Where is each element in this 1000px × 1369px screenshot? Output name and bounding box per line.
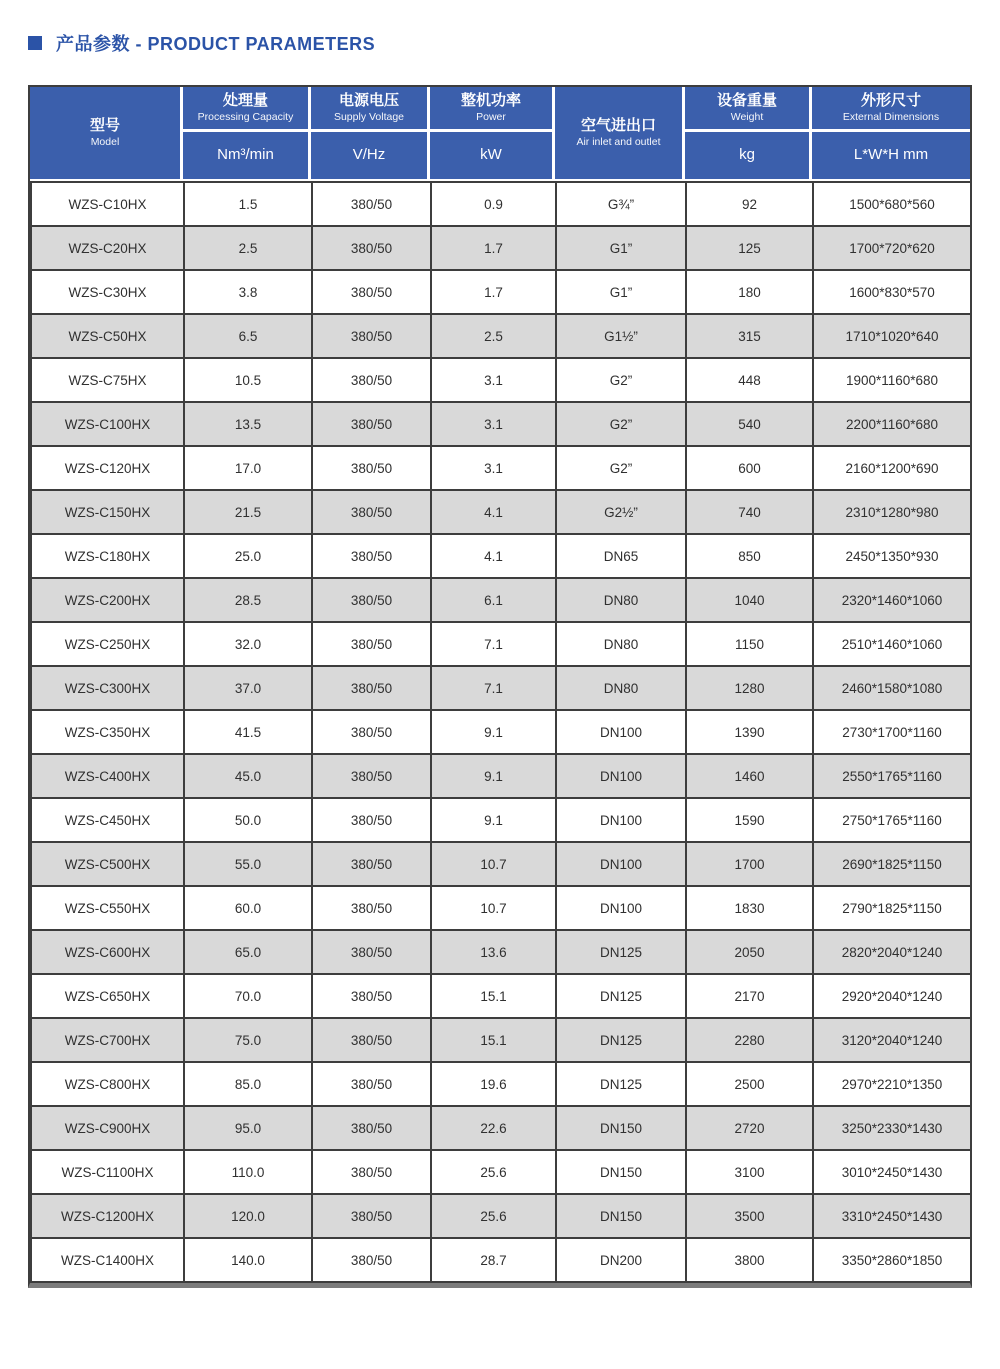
value-cell: DN100 <box>556 754 686 798</box>
table-body-table <box>30 181 972 1283</box>
header-weight-unit: kg <box>685 132 809 179</box>
value-cell: 0.9 <box>431 182 556 226</box>
model-cell: WZS-C600HX <box>31 930 184 974</box>
value-cell: 2550*1765*1160 <box>813 754 971 798</box>
model-cell: WZS-C500HX <box>31 842 184 886</box>
value-cell: 15.1 <box>431 1018 556 1062</box>
model-cell: WZS-C650HX <box>31 974 184 1018</box>
value-cell: 1150 <box>686 622 813 666</box>
table-row <box>31 930 971 974</box>
value-cell: 380/50 <box>312 930 431 974</box>
header-dimensions-unit: L*W*H mm <box>812 132 970 179</box>
value-cell: 1040 <box>686 578 813 622</box>
value-cell: 120.0 <box>184 1194 312 1238</box>
value-cell: G¾” <box>556 182 686 226</box>
value-cell: 92 <box>686 182 813 226</box>
value-cell: 10.5 <box>184 358 312 402</box>
value-cell: DN150 <box>556 1106 686 1150</box>
header-dimensions-cn: 外形尺寸 <box>860 91 921 109</box>
header-capacity-cn: 处理量 <box>222 91 268 109</box>
value-cell: 2510*1460*1060 <box>813 622 971 666</box>
header-capacity <box>183 87 308 129</box>
value-cell: 9.1 <box>431 710 556 754</box>
value-cell: 1.7 <box>431 270 556 314</box>
value-cell: 448 <box>686 358 813 402</box>
model-cell: WZS-C1200HX <box>31 1194 184 1238</box>
value-cell: 95.0 <box>184 1106 312 1150</box>
table-row <box>31 314 971 358</box>
model-cell: WZS-C350HX <box>31 710 184 754</box>
value-cell: 3800 <box>686 1238 813 1282</box>
value-cell: 41.5 <box>184 710 312 754</box>
value-cell: 380/50 <box>312 754 431 798</box>
table-row <box>31 798 971 842</box>
model-cell: WZS-C100HX <box>31 402 184 446</box>
value-cell: 2790*1825*1150 <box>813 886 971 930</box>
model-cell: WZS-C250HX <box>31 622 184 666</box>
value-cell: 2820*2040*1240 <box>813 930 971 974</box>
value-cell: 3.1 <box>431 446 556 490</box>
value-cell: 2720 <box>686 1106 813 1150</box>
model-cell: WZS-C20HX <box>31 226 184 270</box>
header-air-cn: 空气进出口 <box>580 116 656 134</box>
value-cell: 25.0 <box>184 534 312 578</box>
header-weight-cn: 设备重量 <box>716 91 777 109</box>
value-cell: 2920*2040*1240 <box>813 974 971 1018</box>
value-cell: DN125 <box>556 974 686 1018</box>
header-model-en: Model <box>90 136 120 149</box>
value-cell: 380/50 <box>312 1238 431 1282</box>
value-cell: 21.5 <box>184 490 312 534</box>
value-cell: 19.6 <box>431 1062 556 1106</box>
value-cell: 3.8 <box>184 270 312 314</box>
value-cell: 2690*1825*1150 <box>813 842 971 886</box>
value-cell: G2” <box>556 402 686 446</box>
value-cell: 10.7 <box>431 886 556 930</box>
value-cell: 3500 <box>686 1194 813 1238</box>
value-cell: DN200 <box>556 1238 686 1282</box>
value-cell: 45.0 <box>184 754 312 798</box>
model-cell: WZS-C700HX <box>31 1018 184 1062</box>
value-cell: 1700 <box>686 842 813 886</box>
model-cell: WZS-C900HX <box>31 1106 184 1150</box>
value-cell: 380/50 <box>312 182 431 226</box>
value-cell: 2160*1200*690 <box>813 446 971 490</box>
value-cell: 4.1 <box>431 490 556 534</box>
value-cell: 380/50 <box>312 886 431 930</box>
value-cell: 25.6 <box>431 1150 556 1194</box>
header-air <box>555 87 682 179</box>
value-cell: 380/50 <box>312 710 431 754</box>
value-cell: DN100 <box>556 710 686 754</box>
value-cell: 380/50 <box>312 226 431 270</box>
value-cell: 380/50 <box>312 1194 431 1238</box>
value-cell: 85.0 <box>184 1062 312 1106</box>
value-cell: DN80 <box>556 578 686 622</box>
table-row <box>31 182 971 226</box>
value-cell: DN125 <box>556 1018 686 1062</box>
value-cell: 380/50 <box>312 798 431 842</box>
model-cell: WZS-C30HX <box>31 270 184 314</box>
value-cell: 2750*1765*1160 <box>813 798 971 842</box>
header-voltage-cn: 电源电压 <box>338 91 399 109</box>
value-cell: 540 <box>686 402 813 446</box>
value-cell: 2500 <box>686 1062 813 1106</box>
value-cell: 1.7 <box>431 226 556 270</box>
table-row <box>31 1106 971 1150</box>
value-cell: 60.0 <box>184 886 312 930</box>
value-cell: 1830 <box>686 886 813 930</box>
value-cell: 6.1 <box>431 578 556 622</box>
table-row <box>31 666 971 710</box>
value-cell: 380/50 <box>312 1106 431 1150</box>
header-model-cn: 型号 <box>89 116 120 134</box>
header-dimensions-en: External Dimensions <box>842 111 940 124</box>
value-cell: 17.0 <box>184 446 312 490</box>
value-cell: 9.1 <box>431 798 556 842</box>
value-cell: 380/50 <box>312 578 431 622</box>
value-cell: 10.7 <box>431 842 556 886</box>
header-capacity-en: Processing Capacity <box>197 111 294 124</box>
value-cell: 380/50 <box>312 314 431 358</box>
value-cell: DN80 <box>556 666 686 710</box>
model-cell: WZS-C550HX <box>31 886 184 930</box>
value-cell: 1390 <box>686 710 813 754</box>
value-cell: 1900*1160*680 <box>813 358 971 402</box>
table-body <box>31 182 971 1282</box>
value-cell: 2970*2210*1350 <box>813 1062 971 1106</box>
value-cell: 600 <box>686 446 813 490</box>
value-cell: 380/50 <box>312 1150 431 1194</box>
value-cell: 28.7 <box>431 1238 556 1282</box>
table-row <box>31 1062 971 1106</box>
value-cell: 380/50 <box>312 270 431 314</box>
value-cell: G1” <box>556 270 686 314</box>
value-cell: 13.5 <box>184 402 312 446</box>
table-row <box>31 578 971 622</box>
table-row <box>31 1238 971 1282</box>
header-voltage <box>311 87 427 129</box>
value-cell: G2” <box>556 446 686 490</box>
value-cell: 380/50 <box>312 358 431 402</box>
table-header <box>30 87 970 181</box>
table-row <box>31 358 971 402</box>
value-cell: 3.1 <box>431 358 556 402</box>
value-cell: DN100 <box>556 842 686 886</box>
value-cell: G1” <box>556 226 686 270</box>
value-cell: 28.5 <box>184 578 312 622</box>
value-cell: 1280 <box>686 666 813 710</box>
model-cell: WZS-C200HX <box>31 578 184 622</box>
value-cell: 9.1 <box>431 754 556 798</box>
value-cell: 7.1 <box>431 622 556 666</box>
value-cell: G2” <box>556 358 686 402</box>
value-cell: 3250*2330*1430 <box>813 1106 971 1150</box>
header-power-unit: kW <box>430 132 552 179</box>
value-cell: 380/50 <box>312 622 431 666</box>
value-cell: 1600*830*570 <box>813 270 971 314</box>
table-row <box>31 534 971 578</box>
value-cell: 70.0 <box>184 974 312 1018</box>
value-cell: 7.1 <box>431 666 556 710</box>
table-row <box>31 1194 971 1238</box>
value-cell: 3310*2450*1430 <box>813 1194 971 1238</box>
table-row <box>31 622 971 666</box>
table-row <box>31 1018 971 1062</box>
value-cell: 3.1 <box>431 402 556 446</box>
value-cell: 315 <box>686 314 813 358</box>
value-cell: 1590 <box>686 798 813 842</box>
value-cell: 55.0 <box>184 842 312 886</box>
model-cell: WZS-C1100HX <box>31 1150 184 1194</box>
product-parameters-table <box>28 85 972 1288</box>
value-cell: 2.5 <box>431 314 556 358</box>
table-row <box>31 754 971 798</box>
value-cell: 740 <box>686 490 813 534</box>
value-cell: 2320*1460*1060 <box>813 578 971 622</box>
value-cell: 380/50 <box>312 490 431 534</box>
header-dimensions <box>812 87 970 129</box>
table-row <box>31 226 971 270</box>
value-cell: 380/50 <box>312 666 431 710</box>
value-cell: 50.0 <box>184 798 312 842</box>
model-cell: WZS-C75HX <box>31 358 184 402</box>
header-model <box>30 87 180 179</box>
value-cell: G2½” <box>556 490 686 534</box>
value-cell: 1710*1020*640 <box>813 314 971 358</box>
value-cell: 13.6 <box>431 930 556 974</box>
value-cell: 1500*680*560 <box>813 182 971 226</box>
table-row <box>31 710 971 754</box>
value-cell: 380/50 <box>312 402 431 446</box>
value-cell: DN100 <box>556 886 686 930</box>
value-cell: 22.6 <box>431 1106 556 1150</box>
value-cell: 2460*1580*1080 <box>813 666 971 710</box>
value-cell: 125 <box>686 226 813 270</box>
model-cell: WZS-C1400HX <box>31 1238 184 1282</box>
value-cell: 2280 <box>686 1018 813 1062</box>
value-cell: 380/50 <box>312 534 431 578</box>
model-cell: WZS-C800HX <box>31 1062 184 1106</box>
value-cell: G1½” <box>556 314 686 358</box>
value-cell: 1460 <box>686 754 813 798</box>
header-voltage-en: Supply Voltage <box>333 111 405 124</box>
value-cell: 3010*2450*1430 <box>813 1150 971 1194</box>
value-cell: 1.5 <box>184 182 312 226</box>
value-cell: 15.1 <box>431 974 556 1018</box>
value-cell: 2.5 <box>184 226 312 270</box>
value-cell: 380/50 <box>312 1062 431 1106</box>
model-cell: WZS-C10HX <box>31 182 184 226</box>
model-cell: WZS-C50HX <box>31 314 184 358</box>
value-cell: 75.0 <box>184 1018 312 1062</box>
model-cell: WZS-C180HX <box>31 534 184 578</box>
model-cell: WZS-C150HX <box>31 490 184 534</box>
table-row <box>31 270 971 314</box>
header-weight <box>685 87 809 129</box>
section-title <box>28 30 375 56</box>
value-cell: 3120*2040*1240 <box>813 1018 971 1062</box>
header-weight-en: Weight <box>730 111 764 124</box>
header-voltage-unit: V/Hz <box>311 132 427 179</box>
value-cell: 2450*1350*930 <box>813 534 971 578</box>
value-cell: 4.1 <box>431 534 556 578</box>
value-cell: DN150 <box>556 1150 686 1194</box>
value-cell: 3100 <box>686 1150 813 1194</box>
value-cell: 380/50 <box>312 446 431 490</box>
value-cell: 380/50 <box>312 842 431 886</box>
value-cell: 3350*2860*1850 <box>813 1238 971 1282</box>
table-row <box>31 886 971 930</box>
table-row <box>31 402 971 446</box>
value-cell: 6.5 <box>184 314 312 358</box>
value-cell: DN100 <box>556 798 686 842</box>
value-cell: 180 <box>686 270 813 314</box>
page-title: 产品参数 - PRODUCT PARAMETERS <box>56 34 376 54</box>
header-power-cn: 整机功率 <box>460 91 521 109</box>
header-capacity-unit: Nm³/min <box>183 132 308 179</box>
value-cell: 380/50 <box>312 974 431 1018</box>
value-cell: 850 <box>686 534 813 578</box>
table-row <box>31 490 971 534</box>
model-cell: WZS-C300HX <box>31 666 184 710</box>
value-cell: 2170 <box>686 974 813 1018</box>
header-power <box>430 87 552 129</box>
table-row <box>31 842 971 886</box>
value-cell: DN80 <box>556 622 686 666</box>
model-cell: WZS-C120HX <box>31 446 184 490</box>
value-cell: DN125 <box>556 930 686 974</box>
model-cell: WZS-C450HX <box>31 798 184 842</box>
value-cell: 32.0 <box>184 622 312 666</box>
value-cell: DN125 <box>556 1062 686 1106</box>
table-row <box>31 1150 971 1194</box>
model-cell: WZS-C400HX <box>31 754 184 798</box>
value-cell: 2200*1160*680 <box>813 402 971 446</box>
title-square-icon <box>28 36 42 50</box>
value-cell: 380/50 <box>312 1018 431 1062</box>
value-cell: 25.6 <box>431 1194 556 1238</box>
value-cell: 37.0 <box>184 666 312 710</box>
value-cell: 2730*1700*1160 <box>813 710 971 754</box>
value-cell: 2050 <box>686 930 813 974</box>
value-cell: 140.0 <box>184 1238 312 1282</box>
value-cell: 65.0 <box>184 930 312 974</box>
value-cell: DN150 <box>556 1194 686 1238</box>
value-cell: 110.0 <box>184 1150 312 1194</box>
table-row <box>31 446 971 490</box>
value-cell: 2310*1280*980 <box>813 490 971 534</box>
value-cell: 1700*720*620 <box>813 226 971 270</box>
header-power-en: Power <box>476 111 506 124</box>
header-air-en: Air inlet and outlet <box>576 136 661 149</box>
table-row <box>31 974 971 1018</box>
value-cell: DN65 <box>556 534 686 578</box>
